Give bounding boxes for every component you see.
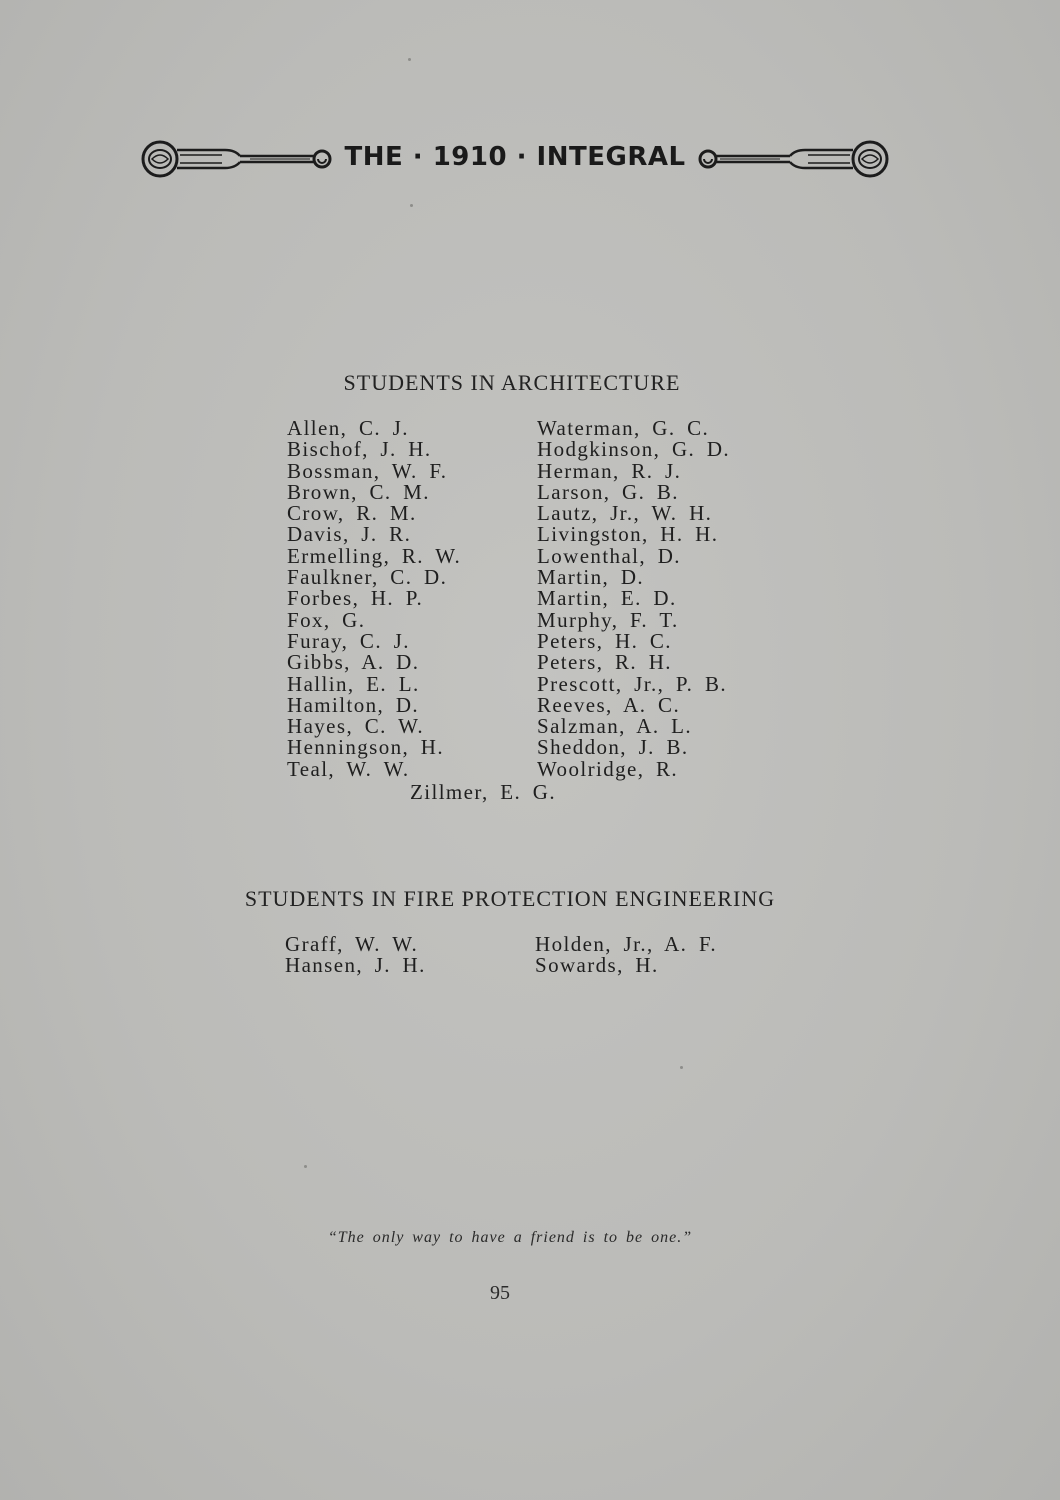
name-entry: Forbes, H. P.	[287, 586, 424, 611]
architecture-heading: STUDENTS IN ARCHITECTURE	[343, 370, 681, 395]
running-head-title: THE · 1910 · INTEGRAL	[344, 142, 686, 172]
name-entry: Sowards, H.	[535, 953, 659, 978]
name-entry: Prescott, Jr., P. B.	[537, 671, 728, 696]
name-entry: Reeves, A. C.	[537, 692, 681, 717]
architecture-right-column	[537, 418, 730, 780]
name-entry: Hamilton, D.	[287, 692, 420, 717]
name-entry: Waterman, G. C.	[537, 416, 710, 440]
name-entry: Hallin, E. L.	[287, 671, 420, 696]
fire-protection-heading: STUDENTS IN FIRE PROTECTION ENGINEERING	[244, 886, 776, 911]
name-entry: Salzman, A. L.	[537, 714, 692, 739]
name-entry: Holden, Jr., A. F.	[535, 932, 718, 956]
name-entry: Henningson, H.	[287, 735, 445, 760]
name-entry: Peters, R. H.	[537, 650, 672, 675]
name-entry: Sheddon, J. B.	[537, 735, 689, 760]
name-entry: Hayes, C. W.	[287, 714, 425, 739]
page-number: 95	[490, 1282, 510, 1304]
fire-protection-right-column	[535, 934, 717, 977]
name-entry: Hodgkinson, G. D.	[537, 437, 731, 462]
paper-speck	[408, 58, 411, 61]
scroll-ornament-right-icon	[695, 138, 890, 180]
name-entry: Bischof, J. H.	[287, 437, 432, 462]
name-entry: Gibbs, A. D.	[287, 650, 420, 675]
name-entry: Ermelling, R. W.	[287, 543, 462, 568]
fire-protection-left-column	[285, 934, 426, 977]
name-entry: Bossman, W. F.	[287, 458, 448, 483]
paper-speck	[304, 1165, 307, 1168]
name-entry: Graff, W. W.	[285, 932, 419, 956]
name-entry: Fox, G.	[287, 607, 366, 632]
name-entry: Herman, R. J.	[537, 458, 682, 483]
quotation: “The only way to have a friend is to be one.”	[327, 1229, 693, 1246]
name-entry: Brown, C. M.	[287, 479, 430, 504]
name-entry: Teal, W. W.	[287, 756, 410, 781]
scroll-ornament-left-icon	[140, 138, 335, 180]
name-entry: Murphy, F. T.	[537, 607, 679, 632]
name-entry: Lautz, Jr., W. H.	[537, 501, 713, 526]
paper-speck	[680, 1066, 683, 1069]
name-entry: Peters, H. C.	[537, 628, 672, 653]
name-entry: Martin, E. D.	[537, 586, 677, 611]
name-entry: Hansen, J. H.	[285, 953, 426, 978]
name-entry: Woolridge, R.	[537, 756, 679, 781]
name-entry: Larson, G. B.	[537, 479, 679, 504]
name-entry: Crow, R. M.	[287, 501, 417, 526]
paper-speck	[410, 204, 413, 207]
architecture-last-name: Zillmer, E. G.	[410, 780, 556, 804]
architecture-left-column	[287, 418, 461, 780]
name-entry: Livingston, H. H.	[537, 522, 719, 547]
name-entry: Faulkner, C. D.	[287, 565, 448, 590]
name-entry: Lowenthal, D.	[537, 543, 681, 568]
name-entry: Martin, D.	[537, 565, 645, 590]
name-entry: Davis, J. R.	[287, 522, 412, 547]
name-entry: Allen, C. J.	[287, 416, 409, 440]
running-head	[140, 134, 890, 184]
name-entry: Furay, C. J.	[287, 628, 410, 653]
